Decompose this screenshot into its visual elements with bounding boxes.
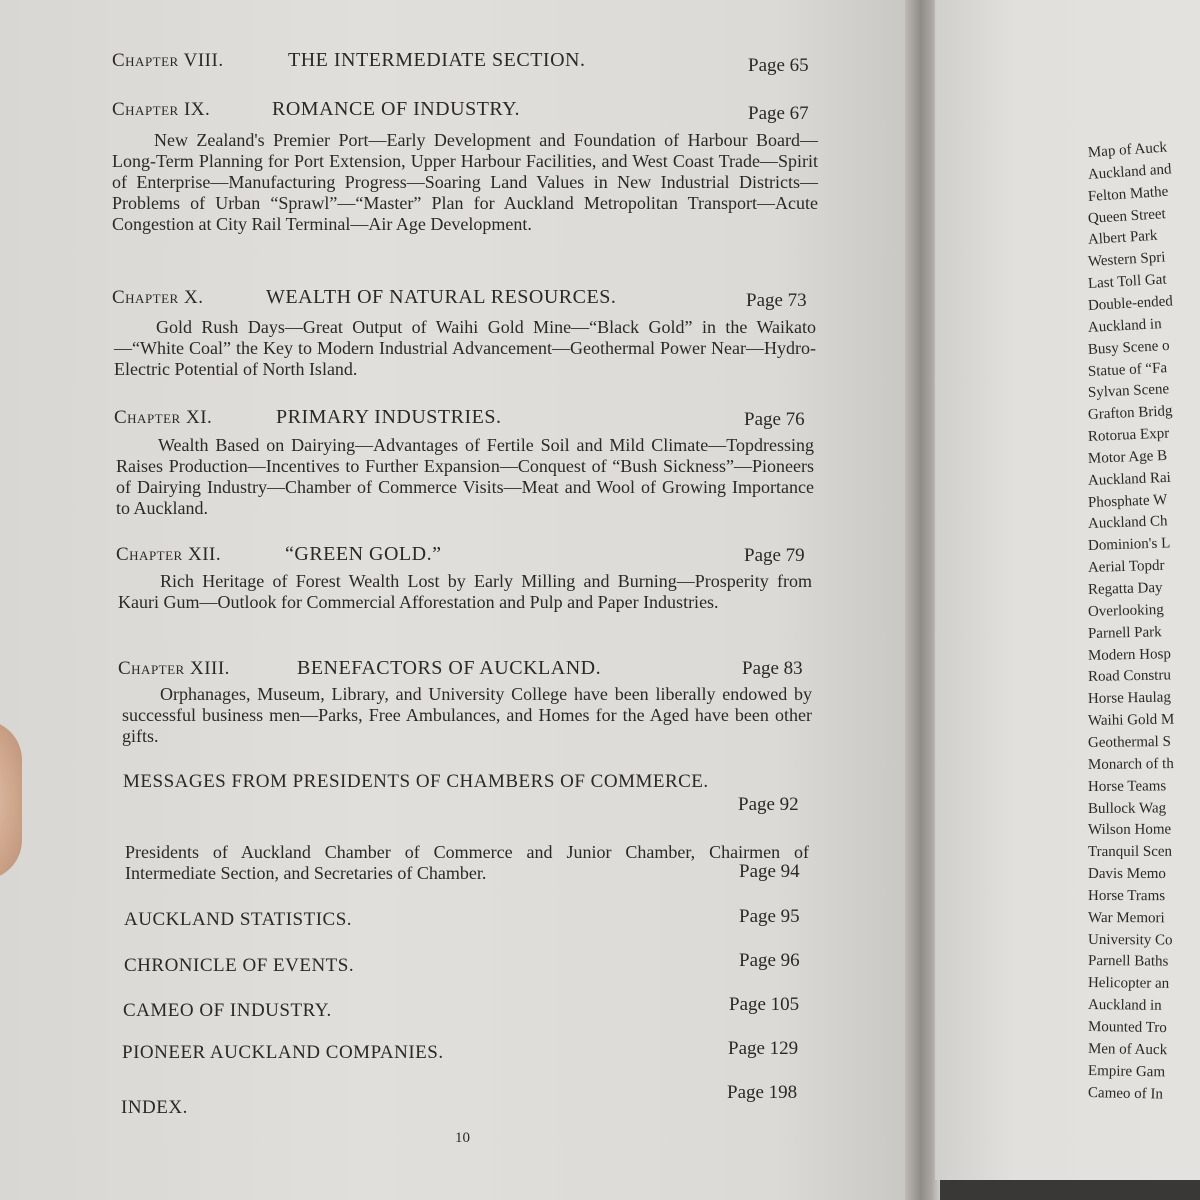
illustration-item: War Memori	[1087, 909, 1165, 927]
illustration-item: Last Toll Gat	[1087, 271, 1167, 293]
illustration-item: Regatta Day	[1087, 579, 1163, 598]
illustration-item: Empire Gam	[1087, 1062, 1166, 1081]
chapter-summary: New Zealand's Premier Port—Early Development and Foundation of Harbour Board—Long-Term Planning for Port Extension, Upper Harbour Facilities, and West Coast Trade—Spirit of Enterprise—Manufacturing Progress—Soaring Land Values in New Industrial Districts—Problems of Urban “Sprawl”—“Master” Plan for Auckland Metropolitan Transport—Acute Congestion at City Rail Terminal—Air Age Development.	[112, 130, 818, 234]
chapter-page: Page 73	[746, 290, 807, 311]
chapter-title: BENEFACTORS OF AUCKLAND.	[297, 657, 602, 679]
illustration-item: Busy Scene o	[1087, 337, 1170, 358]
chapter-page: Page 83	[742, 658, 803, 679]
illustration-item: Grafton Bridg	[1087, 403, 1173, 424]
illustration-item: Albert Park	[1087, 228, 1158, 249]
chapter-label: Chapter X.	[112, 287, 204, 308]
chapter-page: Page 65	[748, 55, 809, 76]
illustration-item: Double-ended	[1087, 293, 1174, 314]
chapter-title: THE INTERMEDIATE SECTION.	[288, 49, 586, 71]
section-title: INDEX.	[121, 1097, 188, 1118]
illustration-item: Overlooking	[1087, 601, 1164, 620]
illustration-item: Monarch of th	[1087, 755, 1174, 773]
chapter-label: Chapter IX.	[112, 99, 211, 120]
chapter-summary: Wealth Based on Dairying—Advantages of Fertile Soil and Mild Climate—Topdressing Raises Production—Incentives to Further Expansion—Conquest of “Bush Sickness”—Pioneers of Dairying Industry—Chamber of Commerce Visits—Meat and Wool of Growing Importance to Auckland.	[116, 435, 814, 518]
presidents-text: Presidents of Auckland Chamber of Commerce and Junior Chamber, Chairmen of Intermediate Section, and Secretaries of Chamber.	[125, 842, 809, 883]
chapter-summary: Gold Rush Days—Great Output of Waihi Gold Mine—“Black Gold” in the Waikato—“White Coal” the Key to Modern Industrial Advancement—Geothermal Power Near—Hydro-Electric Potential of North Island.	[114, 317, 816, 379]
illustration-item: Auckland Rai	[1087, 469, 1172, 489]
illustration-item: Modern Hosp	[1087, 645, 1172, 664]
chapter-summary: Orphanages, Museum, Library, and University College have been liberally endowed by successful business men—Parks, Free Ambulances, and Homes for the Aged have been other gifts.	[122, 684, 812, 746]
illustration-item: Felton Mathe	[1087, 183, 1169, 205]
illustration-item: Geothermal S	[1087, 733, 1171, 751]
illustration-item: Auckland and	[1087, 161, 1173, 183]
chapter-title: ROMANCE OF INDUSTRY.	[272, 98, 521, 120]
messages-page: Page 92	[738, 794, 799, 815]
illustration-item: Phosphate W	[1087, 491, 1168, 511]
illustration-item: Davis Memo	[1087, 865, 1166, 883]
illustration-item: Cameo of In	[1087, 1084, 1164, 1103]
section-title: CAMEO OF INDUSTRY.	[123, 1000, 332, 1021]
section-page: Page 198	[727, 1082, 798, 1103]
illustration-item: Parnell Baths	[1087, 953, 1169, 971]
chapter-page: Page 67	[748, 103, 809, 124]
chapter-title: PRIMARY INDUSTRIES.	[276, 406, 502, 428]
section-title: PIONEER AUCKLAND COMPANIES.	[122, 1042, 444, 1063]
illustration-item: Rotorua Expr	[1087, 425, 1170, 446]
illustration-item: Aerial Topdr	[1087, 557, 1165, 577]
illustration-item: Road Constru	[1087, 667, 1172, 686]
illustration-item: Statue of “Fa	[1087, 359, 1168, 380]
section-title: CHRONICLE OF EVENTS.	[124, 955, 355, 976]
illustration-item: Queen Street	[1087, 205, 1167, 227]
illustration-item: Horse Trams	[1087, 887, 1166, 904]
illustration-item: Western Spri	[1087, 249, 1166, 271]
illustration-item: Motor Age B	[1087, 447, 1168, 467]
illustration-item: Parnell Park	[1087, 623, 1162, 642]
chapter-label: Chapter XI.	[114, 407, 213, 428]
illustration-item: Horse Haulag	[1087, 689, 1172, 708]
chapter-label: Chapter VIII.	[112, 50, 224, 71]
presidents-page: Page 94	[739, 861, 800, 882]
illustration-item: Auckland in	[1087, 315, 1163, 336]
messages-title: MESSAGES FROM PRESIDENTS OF CHAMBERS OF COMMERCE.	[123, 771, 709, 792]
illustration-item: Dominion's L	[1087, 535, 1171, 555]
illustration-item: Map of Auck	[1087, 139, 1168, 161]
illustration-item: Men of Auck	[1087, 1040, 1168, 1059]
section-page: Page 105	[729, 994, 800, 1015]
illustration-item: Tranquil Scen	[1087, 843, 1173, 861]
section-page: Page 96	[739, 950, 800, 971]
section-page: Page 95	[739, 906, 800, 927]
illustration-item: Mounted Tro	[1087, 1019, 1167, 1037]
illustration-item: Horse Teams	[1087, 777, 1167, 795]
chapter-summary: Rich Heritage of Forest Wealth Lost by Early Milling and Burning—Prosperity from Kauri Gum—Outlook for Commercial Afforestation and Pulp and Paper Industries.	[118, 571, 812, 612]
chapter-page: Page 79	[744, 545, 805, 566]
chapter-label: Chapter XII.	[116, 544, 222, 565]
section-title: AUCKLAND STATISTICS.	[124, 909, 353, 930]
section-page: Page 129	[728, 1038, 799, 1059]
chapter-page: Page 76	[744, 409, 805, 430]
illustration-item: Auckland Ch	[1087, 513, 1168, 533]
illustration-item: Auckland in	[1087, 997, 1162, 1015]
illustration-item: Helicopter an	[1087, 975, 1170, 993]
illustration-item: University Co	[1087, 931, 1173, 949]
chapter-title: “GREEN GOLD.”	[285, 543, 442, 565]
illustration-item: Waihi Gold M	[1087, 711, 1175, 730]
chapter-title: WEALTH OF NATURAL RESOURCES.	[266, 286, 617, 308]
page-number: 10	[455, 1130, 470, 1146]
illustration-item: Bullock Wag	[1087, 799, 1167, 817]
chapter-label: Chapter XIII.	[118, 658, 230, 679]
illustration-item: Wilson Home	[1087, 821, 1172, 839]
illustration-item: Sylvan Scene	[1087, 381, 1170, 402]
